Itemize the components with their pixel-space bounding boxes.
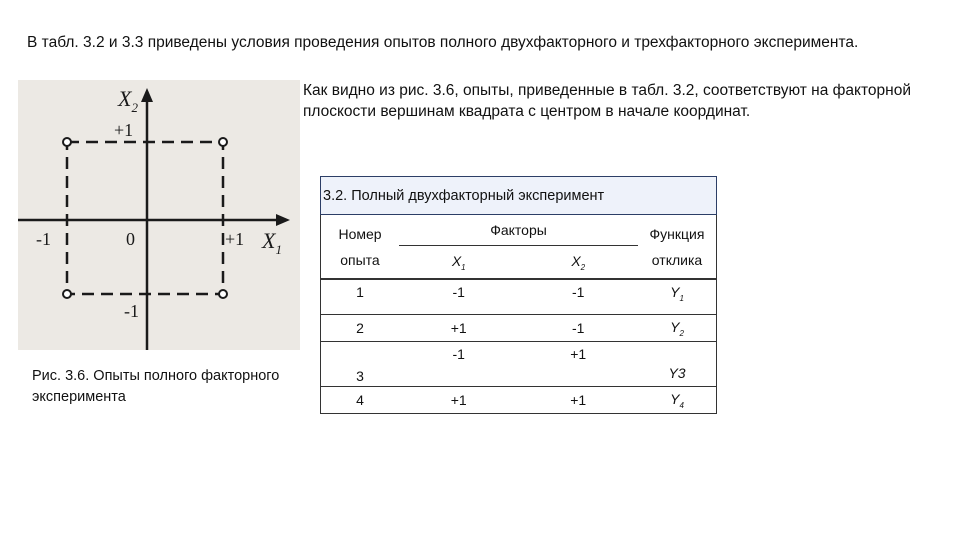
- header-x2: $X_2$: [571, 252, 586, 272]
- x-axis-label: $X_1$: [262, 228, 282, 257]
- table-title: 3.2. Полный двухфакторный эксперимент: [321, 177, 717, 215]
- cell-response: $Y_1$: [638, 279, 717, 315]
- cell-number: 3: [321, 342, 400, 387]
- cell-response: $Y_4$: [638, 387, 717, 414]
- header-response: [638, 215, 717, 280]
- cell-x2: -1: [518, 315, 638, 342]
- vertex-point: [63, 138, 71, 146]
- header-x1: $X_1$: [451, 252, 466, 272]
- tick-y-pos-label: +1: [114, 120, 134, 140]
- cell-x1: +1: [399, 387, 518, 414]
- cell-x2: +1: [518, 387, 638, 414]
- cell-response: Y3: [638, 342, 717, 387]
- table-row: [321, 342, 717, 387]
- cell-number: 1: [321, 279, 400, 315]
- intro-paragraph: В табл. 3.2 и 3.3 приведены условия проведения опытов полного двухфакторного и трехфакторного эксперимента.: [27, 34, 859, 51]
- vertex-point: [63, 290, 71, 298]
- tick-x-neg-label: -1: [36, 229, 51, 249]
- header-response-line2: отклика: [651, 251, 703, 268]
- factor-plane-svg: [18, 80, 300, 350]
- table-row: [321, 279, 717, 315]
- table-row: [321, 387, 717, 414]
- tick-x-pos-label: +1: [225, 229, 245, 249]
- experiment-table: [320, 176, 717, 414]
- header-factors: Факторы: [399, 215, 638, 246]
- table-row: [321, 315, 717, 342]
- cell-x1: -1: [399, 279, 518, 315]
- tick-y-neg-label: -1: [124, 301, 139, 321]
- header-number-line2: опыта: [340, 251, 380, 268]
- cell-x1: -1: [399, 342, 518, 387]
- header-number: [321, 215, 400, 280]
- vertex-point: [219, 138, 227, 146]
- cell-number: 2: [321, 315, 400, 342]
- header-response-line1: Функция: [649, 225, 705, 242]
- vertex-point: [219, 290, 227, 298]
- y-axis-label: $X_2$: [118, 86, 138, 115]
- y-axis-arrow-icon: [141, 88, 153, 102]
- factor-plane-figure: [18, 80, 300, 350]
- x-axis-arrow-icon: [276, 214, 290, 226]
- experiment-square: [67, 142, 223, 294]
- observation-paragraph: Как видно из рис. 3.6, опыты, приведенные в табл. 3.2, соответствуют на факторной плоскости вершинам квадрата с центром в начале координат.: [303, 82, 912, 120]
- header-number-line1: Номер: [338, 225, 382, 242]
- cell-number: 4: [321, 387, 400, 414]
- cell-x1: +1: [399, 315, 518, 342]
- cell-x2: -1: [518, 279, 638, 315]
- cell-x2: +1: [518, 342, 638, 387]
- cell-response: $Y_2$: [638, 315, 717, 342]
- origin-label: 0: [126, 229, 135, 249]
- figure-caption: Рис. 3.6. Опыты полного факторного эксперимента: [32, 368, 280, 405]
